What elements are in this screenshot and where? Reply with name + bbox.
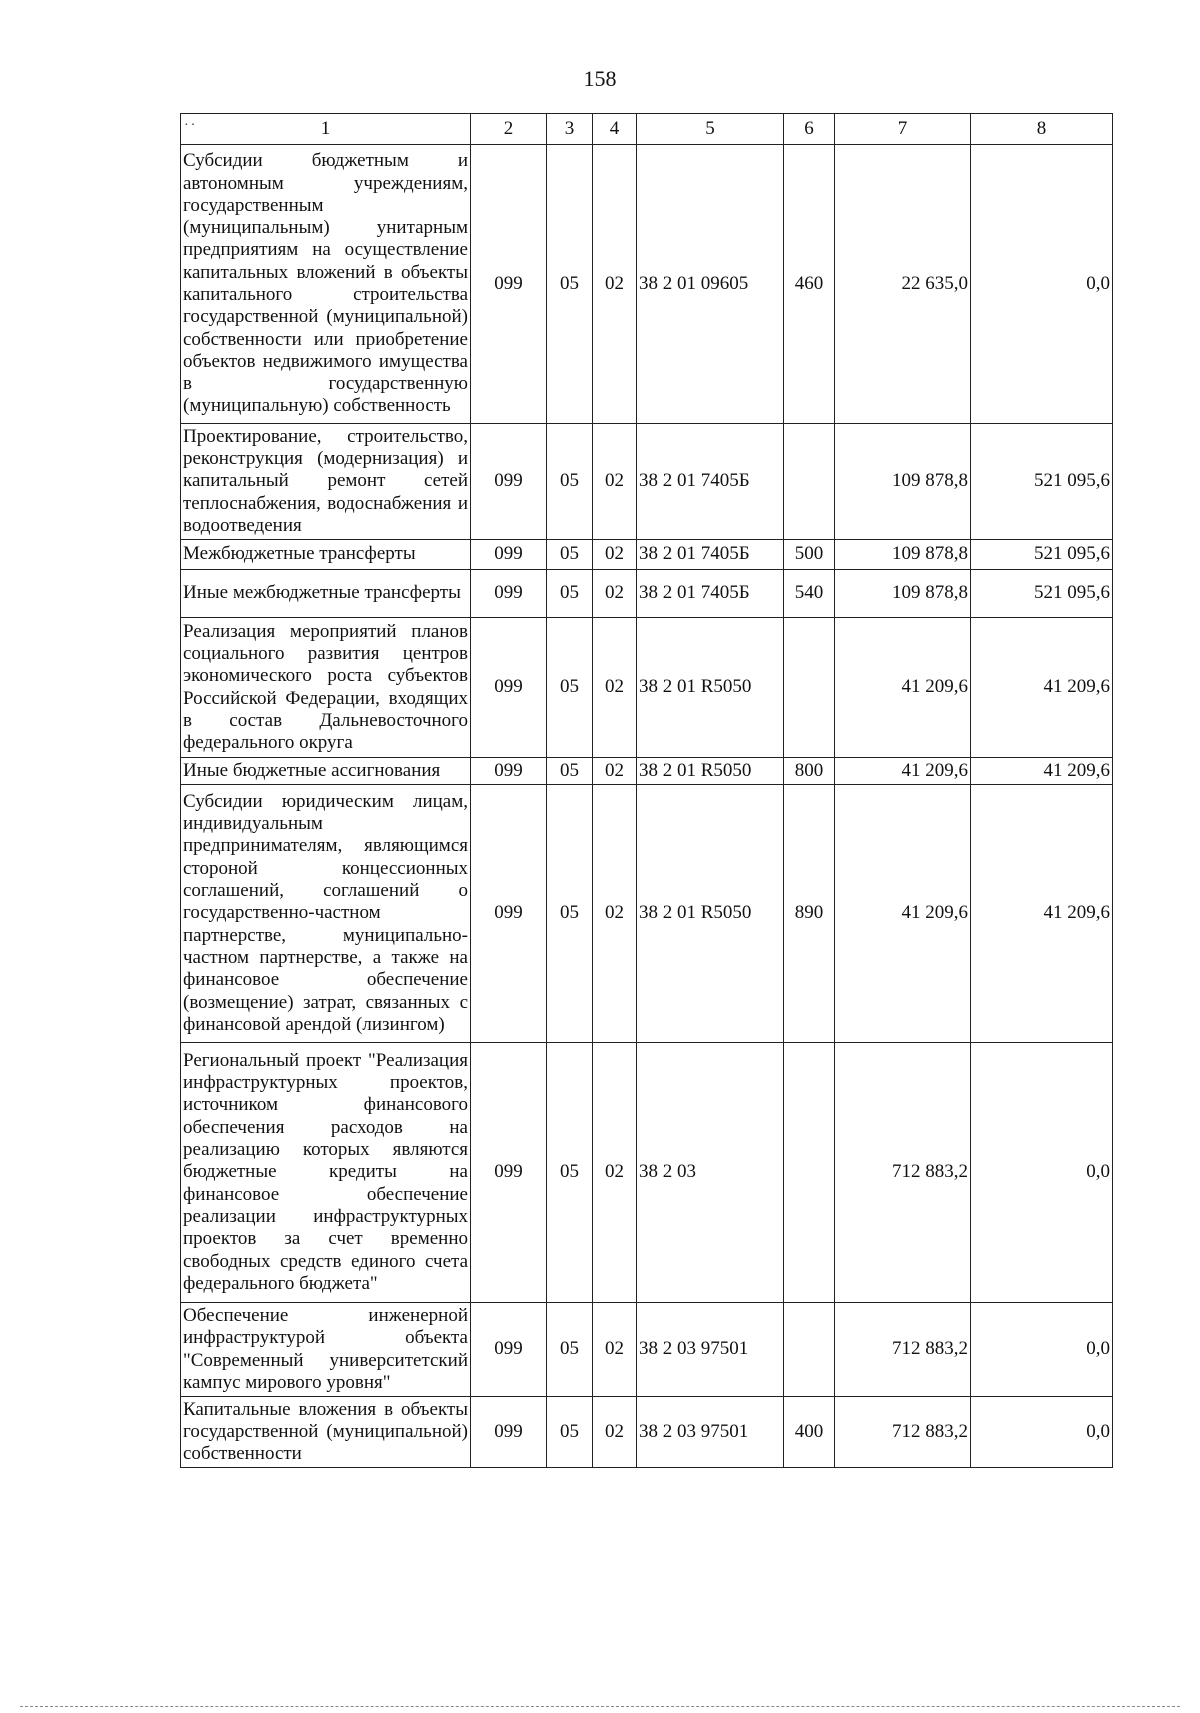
cell-col7: 109 878,8 (835, 540, 971, 570)
cell-col8: 521 095,6 (971, 570, 1113, 618)
cell-col5: 38 2 01 R5050 (637, 785, 784, 1043)
row-name: Иные бюджетные ассигнования (181, 758, 471, 785)
cell-col6 (784, 618, 835, 758)
cell-col6 (784, 1303, 835, 1397)
table-row (181, 145, 1113, 424)
cell-col4: 02 (593, 540, 637, 570)
cell-col2: 099 (471, 1303, 547, 1397)
row-name: Проектирование, строительство, реконструкция (модернизация) и капитальный ремонт сетей теплоснабжения, водоснабжения и водоотведения (181, 424, 471, 540)
cell-col4: 02 (593, 785, 637, 1043)
cell-col8: 0,0 (971, 1397, 1113, 1468)
cell-col8: 41 209,6 (971, 785, 1113, 1043)
cell-col3: 05 (547, 785, 593, 1043)
budget-table (180, 113, 1113, 1468)
cell-col8: 0,0 (971, 1303, 1113, 1397)
column-header: 1 (181, 114, 471, 145)
cell-col3: 05 (547, 570, 593, 618)
cell-col4: 02 (593, 570, 637, 618)
cell-col7: 109 878,8 (835, 424, 971, 540)
column-header: 5 (637, 114, 784, 145)
page-number: 158 (583, 66, 617, 91)
cell-col5: 38 2 03 (637, 1043, 784, 1303)
table-row (181, 570, 1113, 618)
row-name: Капитальные вложения в объекты государственной (муниципальной) собственности (181, 1397, 471, 1468)
table-row (181, 758, 1113, 785)
cell-col6: 890 (784, 785, 835, 1043)
cell-col8: 41 209,6 (971, 758, 1113, 785)
cell-col3: 05 (547, 758, 593, 785)
cell-col2: 099 (471, 618, 547, 758)
scan-edge-line (20, 1706, 1180, 1707)
cell-col7: 712 883,2 (835, 1043, 971, 1303)
cell-col2: 099 (471, 570, 547, 618)
cell-col4: 02 (593, 758, 637, 785)
row-name: Субсидии юридическим лицам, индивидуальным предпринимателям, являющимся стороной концессионных соглашений, соглашений о государственно-частном партнерстве, муниципально-частном партнерстве, а также на финансовое обеспечение (возмещение) затрат, связанных с финансовой арендой (лизингом) (181, 785, 471, 1043)
cell-col8: 0,0 (971, 1043, 1113, 1303)
column-header: 6 (784, 114, 835, 145)
table-row (181, 1043, 1113, 1303)
cell-col7: 22 635,0 (835, 145, 971, 424)
cell-col7: 109 878,8 (835, 570, 971, 618)
column-header: 3 (547, 114, 593, 145)
cell-col4: 02 (593, 618, 637, 758)
cell-col6: 800 (784, 758, 835, 785)
cell-col3: 05 (547, 1303, 593, 1397)
cell-col3: 05 (547, 1397, 593, 1468)
scan-dots: ·· (184, 118, 198, 133)
table-row (181, 424, 1113, 540)
cell-col5: 38 2 01 R5050 (637, 758, 784, 785)
cell-col7: 41 209,6 (835, 618, 971, 758)
row-name: Обеспечение инженерной инфраструктурой объекта "Современный университетский кампус мирового уровня" (181, 1303, 471, 1397)
cell-col5: 38 2 01 09605 (637, 145, 784, 424)
cell-col8: 0,0 (971, 145, 1113, 424)
table-row (181, 618, 1113, 758)
cell-col6 (784, 424, 835, 540)
cell-col2: 099 (471, 758, 547, 785)
cell-col8: 521 095,6 (971, 540, 1113, 570)
table-row (181, 1303, 1113, 1397)
cell-col5: 38 2 01 7405Б (637, 424, 784, 540)
cell-col2: 099 (471, 785, 547, 1043)
cell-col6: 500 (784, 540, 835, 570)
cell-col6 (784, 1043, 835, 1303)
cell-col5: 38 2 01 7405Б (637, 570, 784, 618)
table-row (181, 540, 1113, 570)
cell-col5: 38 2 01 7405Б (637, 540, 784, 570)
cell-col2: 099 (471, 424, 547, 540)
cell-col4: 02 (593, 1043, 637, 1303)
cell-col2: 099 (471, 1397, 547, 1468)
cell-col3: 05 (547, 424, 593, 540)
row-name: Региональный проект "Реализация инфраструктурных проектов, источником финансового обеспечения расходов на реализацию которых являются бюджетные кредиты на финансовое обеспечение реализации инфраструктурных проектов за счет временно свободных средств единого счета федерального бюджета" (181, 1043, 471, 1303)
cell-col4: 02 (593, 145, 637, 424)
cell-col6: 400 (784, 1397, 835, 1468)
header-row (181, 114, 1113, 145)
cell-col7: 712 883,2 (835, 1397, 971, 1468)
cell-col3: 05 (547, 618, 593, 758)
table-row (181, 785, 1113, 1043)
cell-col5: 38 2 01 R5050 (637, 618, 784, 758)
cell-col2: 099 (471, 145, 547, 424)
cell-col8: 521 095,6 (971, 424, 1113, 540)
cell-col6: 540 (784, 570, 835, 618)
cell-col2: 099 (471, 1043, 547, 1303)
cell-col8: 41 209,6 (971, 618, 1113, 758)
row-name: Реализация мероприятий планов социального развития центров экономического роста субъектов Российской Федерации, входящих в состав Дальневосточного федерального округа (181, 618, 471, 758)
row-name: Субсидии бюджетным и автономным учреждениям, государственным (муниципальным) унитарным предприятиям на осуществление капитальных вложений в объекты капитального строительства государственной (муниципальной) собственности или приобретение объектов недвижимого имущества в государственную (муниципальную) собственность (181, 145, 471, 424)
cell-col6: 460 (784, 145, 835, 424)
cell-col5: 38 2 03 97501 (637, 1303, 784, 1397)
cell-col3: 05 (547, 540, 593, 570)
column-header: 4 (593, 114, 637, 145)
table-row (181, 1397, 1113, 1468)
column-header: 7 (835, 114, 971, 145)
column-header: 2 (471, 114, 547, 145)
cell-col7: 41 209,6 (835, 758, 971, 785)
cell-col2: 099 (471, 540, 547, 570)
cell-col4: 02 (593, 424, 637, 540)
column-header: 8 (971, 114, 1113, 145)
cell-col3: 05 (547, 145, 593, 424)
cell-col7: 41 209,6 (835, 785, 971, 1043)
cell-col4: 02 (593, 1303, 637, 1397)
cell-col3: 05 (547, 1043, 593, 1303)
cell-col4: 02 (593, 1397, 637, 1468)
cell-col5: 38 2 03 97501 (637, 1397, 784, 1468)
cell-col7: 712 883,2 (835, 1303, 971, 1397)
row-name: Межбюджетные трансферты (181, 540, 471, 570)
row-name: Иные межбюджетные трансферты (181, 570, 471, 618)
